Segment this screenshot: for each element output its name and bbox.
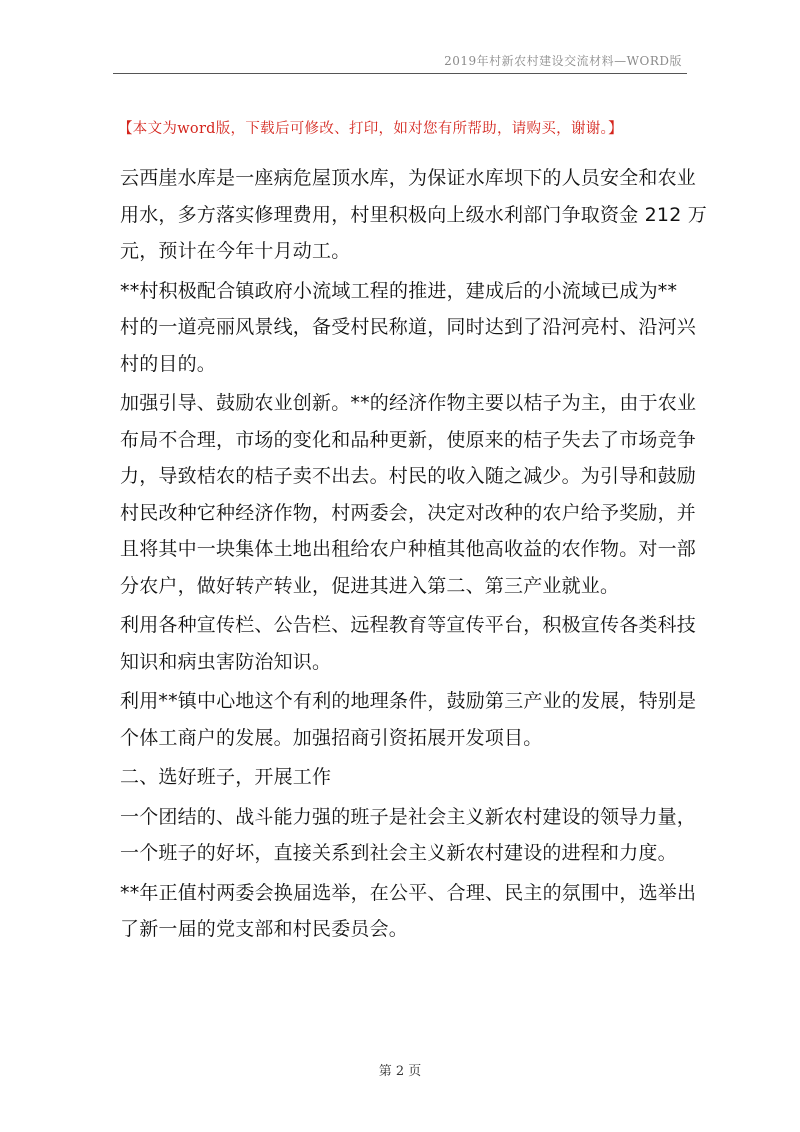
paragraph-line: 村民改种它种经济作物，村两委会，决定对改种的农户给予奖励，并 <box>120 501 697 524</box>
page-number: 第 2 页 <box>378 1064 422 1079</box>
body-paragraph <box>120 385 700 604</box>
paragraph-line: 了新一届的党支部和村民委员会。 <box>120 918 409 940</box>
paragraph-line: 且将其中一块集体土地出租给农户种植其他高收益的农作物。对一部 <box>120 538 697 560</box>
paragraph-line: 一个团结的、战斗能力强的班子是社会主义新农村建设的领导力量， <box>120 805 697 828</box>
paragraph-line: 村的一道亮丽风景线，备受村民称道，同时达到了沿河亮村、沿河兴 <box>120 316 697 338</box>
paragraph-line: 村的目的。 <box>120 352 217 375</box>
header-divider <box>113 73 687 74</box>
body-paragraph <box>120 759 700 796</box>
paragraph-line: 利用**镇中心地这个有利的地理条件，鼓励第三产业的发展，特别是 <box>120 690 697 712</box>
paragraph-line: 个体工商户的发展。加强招商引资拓展开发项目。 <box>120 726 543 749</box>
paragraph-line: 加强引导、鼓励农业创新。**的经济作物主要以桔子为主，由于农业 <box>120 392 697 414</box>
paragraph-line: 布局不合理，市场的变化和品种更新，使原来的桔子失去了市场竞争 <box>120 428 697 451</box>
paragraph-line: **村积极配合镇政府小流域工程的推进，建成后的小流域已成为** <box>120 279 678 302</box>
paragraph-line: 知识和病虫害防治知识。 <box>120 650 332 673</box>
body-paragraph <box>120 875 700 948</box>
paragraph-line: 云西崖水库是一座病危屋顶水库，为保证水库坝下的人员安全和农业 <box>120 167 697 189</box>
body-paragraph <box>120 683 700 756</box>
paragraph-line: 元，预计在今年十月动工。 <box>120 240 351 262</box>
body-paragraph <box>120 273 700 383</box>
paragraph-line: 利用各种宣传栏、公告栏、远程教育等宣传平台，积极宣传各类科技 <box>120 614 697 636</box>
paragraph-line: 力，导致桔农的桔子卖不出去。村民的收入随之减少。为引导和鼓励 <box>120 465 697 487</box>
purchase-notice: 【本文为word版，下载后可修改、打印，如对您有所帮助，请购买，谢谢。】 <box>118 121 623 137</box>
document-body <box>120 160 707 951</box>
paragraph-line: 一个班子的好坏，直接关系到社会主义新农村建设的进程和力度。 <box>120 842 677 864</box>
paragraph-line: 分农户，做好转产转业，促进其进入第二、第三产业就业。 <box>120 574 620 597</box>
paragraph-line: 用水，多方落实修理费用，村里积极向上级水利部门争取资金 212 万 <box>120 203 707 226</box>
body-paragraph <box>120 799 700 872</box>
body-paragraph <box>120 160 707 270</box>
paragraph-line: **年正值村两委会换届选举，在公平、合理、民主的氛围中，选举出 <box>120 881 697 904</box>
body-paragraph <box>120 607 700 680</box>
header-title: 2019年村新农村建设交流材料—WORD版 <box>444 54 682 68</box>
paragraph-line: 二、选好班子，开展工作 <box>120 766 332 788</box>
